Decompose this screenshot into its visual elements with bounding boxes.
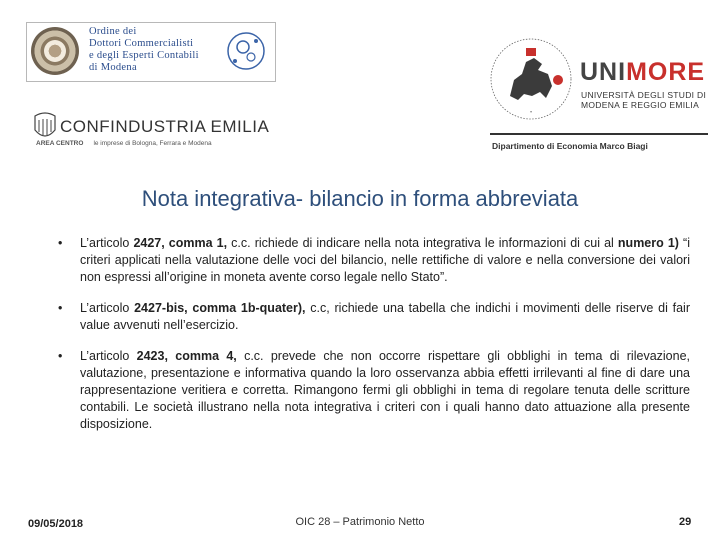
- unimore-subtitle: UNIVERSITÀ DEGLI STUDI DI MODENA E REGGIO EMILIA: [581, 90, 707, 110]
- odcec-swirl-icon: [223, 27, 269, 75]
- footer-date: 09/05/2018: [28, 518, 84, 530]
- bullet-dot-icon: •: [58, 349, 63, 363]
- odcec-logo-text: Ordine dei Dottori Commercialisti e degli Esperti Contabili di Modena: [89, 26, 199, 73]
- confindustria-subline: AREA CENTRO le imprese di Bologna, Ferrara e Modena: [36, 140, 212, 147]
- page-number: 29: [679, 516, 692, 528]
- unimore-seal-icon: [488, 36, 574, 122]
- bullet-dot-icon: •: [58, 301, 63, 315]
- confindustria-name: CONFINDUSTRIA EMILIA: [60, 117, 270, 136]
- department-label: Dipartimento di Economia Marco Biagi: [492, 141, 648, 151]
- footer-title: OIC 28 – Patrimonio Netto: [295, 516, 425, 528]
- slide-title: Nota integrativa- bilancio in forma abbreviata: [141, 186, 579, 211]
- bullet-item: • L’articolo 2427, comma 1, c.c. richiede di indicare nella nota integrativa le informazioni di cui al numero 1) “i criteri applicati nella valutazione delle voci del bilancio, nelle rettifiche di valore e nella conversione dei valori non espressi all’origine in moneta avente corso legale nello Stato”.: [58, 236, 690, 284]
- bullet-item: • L’articolo 2423, comma 4, c.c. prevede che non occorre rispettare gli obblighi in tema di rilevazione, valutazione, presentazione e informativa quando la loro osservanza abbia effetti irrilevanti al fine di dare una rappresentazione veritiera e corretta. Rimangono fermi gli obblighi in tema di regolare tenuta delle scritture contabili. Le società illustrano nella nota integrativa i criteri con i quali hanno dato attuazione alla presente disposizione.: [58, 349, 691, 431]
- odcec-logo: [26, 22, 276, 82]
- bullet-dot-icon: •: [58, 236, 63, 250]
- odcec-seal-icon: [31, 27, 79, 75]
- bullet-list: [58, 235, 690, 433]
- svg-text:•: •: [529, 110, 533, 116]
- bullet-item: • L’articolo 2427-bis, comma 1b-quater), c.c, richiede una tabella che indichi i movimenti delle riserve di fair value avvenuti nell’esercizio.: [58, 301, 690, 332]
- unimore-divider: [490, 133, 708, 135]
- unimore-wordmark: UNIMORE: [580, 58, 706, 86]
